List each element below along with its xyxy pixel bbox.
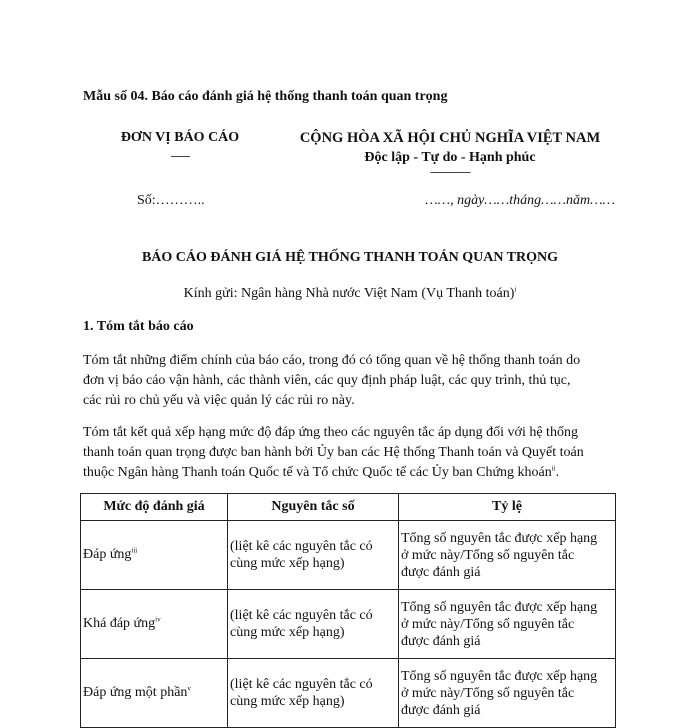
cell-line: cùng mức xếp hạng) [230, 556, 345, 571]
cell-line: ở mức này/Tổng số nguyên tắc [401, 685, 575, 701]
cell-line: (liệt kê các nguyên tắc có [230, 608, 373, 623]
reporting-unit-divider: ------- [170, 150, 190, 162]
footnote-ref: v [187, 684, 191, 693]
table-header-row [81, 494, 616, 521]
cell-line: Tổng số nguyên tắc được xếp hạng [401, 530, 598, 546]
reporting-unit-name: ĐƠN VỊ BÁO CÁO [120, 130, 240, 145]
principle-cell [228, 659, 399, 728]
cell-line: cùng mức xếp hạng) [230, 694, 345, 709]
cell-line: được đánh giá [401, 633, 481, 649]
rating-level: Đáp ứng một phần [83, 685, 188, 700]
ratio-cell [399, 659, 616, 728]
rating-level-cell [81, 590, 228, 659]
cell-line: (liệt kê các nguyên tắc có [230, 539, 373, 554]
footnote-ref: iii [131, 546, 138, 555]
header-principle-number: Nguyên tắc số [228, 494, 399, 521]
footnote-ref: iv [155, 615, 161, 624]
cell-line: được đánh giá [401, 702, 481, 718]
paragraph-line-text: thuộc Ngân hàng Thanh toán Quốc tế và Tổ chức Quốc tế các Ủy ban Chứng khoán [83, 465, 552, 480]
section-heading: 1. Tóm tắt báo cáo [83, 319, 194, 334]
cell-line: (liệt kê các nguyên tắc có [230, 677, 373, 692]
cell-line: ở mức này/Tổng số nguyên tắc [401, 616, 575, 632]
recipient-text: Kính gửi: Ngân hàng Nhà nước Việt Nam (Vụ Thanh toán) [183, 286, 515, 301]
table-row [81, 521, 616, 590]
header-rating-level: Mức độ đánh giá [81, 494, 228, 521]
footnote-ref: ii [551, 464, 556, 473]
cell-line: Tổng số nguyên tắc được xếp hạng [401, 668, 598, 684]
rating-level: Khá đáp ứng [83, 616, 156, 631]
table-row [81, 590, 616, 659]
paragraph-line [83, 463, 623, 483]
cell-line: ở mức này/Tổng số nguyên tắc [401, 547, 575, 563]
cell-line: Tổng số nguyên tắc được xếp hạng [401, 599, 598, 615]
cell-line: cùng mức xếp hạng) [230, 625, 345, 640]
cell-line: được đánh giá [401, 564, 481, 580]
national-title: CỘNG HÒA XÃ HỘI CHỦ NGHĨA VIỆT NAM [299, 130, 601, 146]
document-date: ……, ngày……tháng……năm…… [425, 193, 615, 208]
header-ratio: Tỷ lệ [399, 494, 616, 521]
form-title: Mẫu số 04. Báo cáo đánh giá hệ thống thanh toán quan trọng [83, 89, 448, 104]
document-number: Số:……….. [137, 193, 205, 208]
report-title: BÁO CÁO ĐÁNH GIÁ HỆ THỐNG THANH TOÁN QUAN TRỌNG [141, 250, 559, 265]
paragraph-end: . [555, 465, 560, 480]
ratio-cell [399, 590, 616, 659]
rating-level-cell [81, 659, 228, 728]
rating-summary-paragraph [83, 423, 623, 483]
summary-paragraph [83, 351, 623, 411]
principle-cell [228, 590, 399, 659]
paragraph-line: các rủi ro chủ yếu và việc quản lý các rủi ro này. [83, 393, 355, 408]
paragraph-line: đơn vị báo cáo vận hành, các thành viên, các quy định pháp luật, các quy trình, thủ tục, [83, 373, 571, 388]
rating-table [80, 493, 616, 728]
recipient-line [80, 286, 620, 302]
ratio-cell [399, 521, 616, 590]
motto-divider: --------------- [430, 166, 470, 178]
rating-level-cell [81, 521, 228, 590]
paragraph-line: thanh toán quan trọng được ban hành bởi Ủy ban các Hệ thống Thanh toán và Quyết toán [83, 445, 584, 460]
footnote-ref: i [514, 285, 517, 294]
table-row [81, 659, 616, 728]
principle-cell [228, 521, 399, 590]
rating-level: Đáp ứng [83, 547, 132, 562]
national-motto: Độc lập - Tự do - Hạnh phúc [364, 150, 536, 165]
paragraph-line: Tóm tắt những điểm chính của báo cáo, trong đó có tổng quan về hệ thống thanh toán do [83, 353, 581, 368]
paragraph-line: Tóm tắt kết quả xếp hạng mức độ đáp ứng theo các nguyên tắc áp dụng đối với hệ thống [83, 425, 578, 440]
